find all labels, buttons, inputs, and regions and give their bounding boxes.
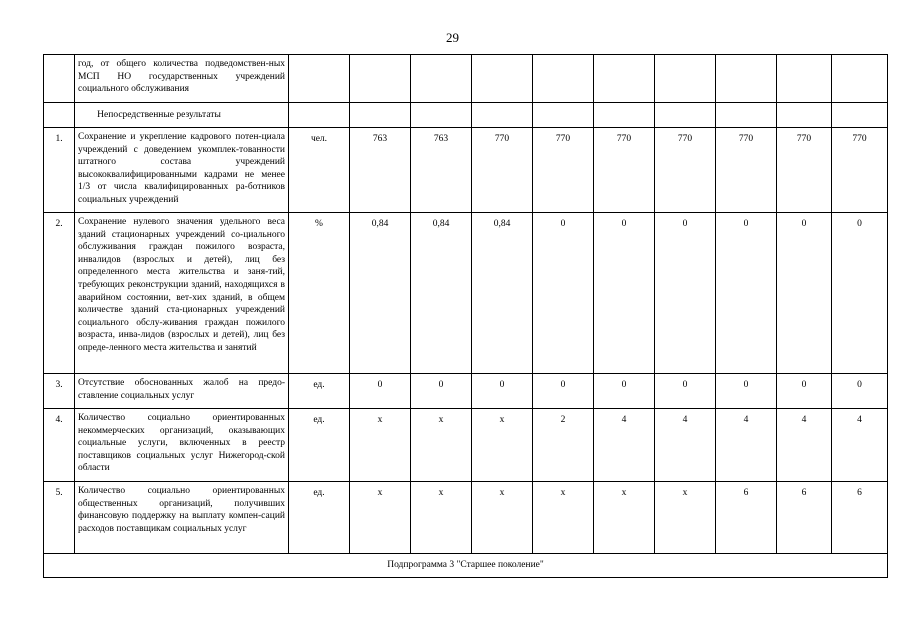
table-row: [44, 374, 888, 409]
row-value: 0: [533, 213, 594, 374]
row-unit: ед.: [289, 409, 350, 482]
row-value: 763: [350, 128, 411, 213]
row-value: x: [411, 409, 472, 482]
row-value: 0: [411, 374, 472, 409]
row-value: 0: [777, 374, 832, 409]
continuation-row: [44, 55, 888, 103]
continuation-text: год, от общего количества подведомствен-ных МСП НО государственных учреждений социального обслуживания: [75, 55, 289, 103]
unit-cell: [289, 55, 350, 103]
row-value: 770: [832, 128, 888, 213]
page-number: 29: [446, 30, 459, 45]
row-value: 770: [594, 128, 655, 213]
section-heading: Непосредственные результаты: [75, 103, 289, 128]
row-value: 0: [594, 374, 655, 409]
row-number: 1.: [44, 128, 75, 213]
table-row: [44, 482, 888, 554]
row-unit: ед.: [289, 482, 350, 554]
row-description: Количество социально ориентированных общественных организаций, получивших финансовую поддержку на выплату компен-саций расходов поставщикам социальных услуг: [75, 482, 289, 554]
row-value: 0: [472, 374, 533, 409]
row-description: Отсутствие обоснованных жалоб на предо-ставление социальных услуг: [75, 374, 289, 409]
indicators-table: [43, 54, 888, 578]
row-value: 0: [533, 374, 594, 409]
row-value: x: [655, 482, 716, 554]
row-value: 0: [777, 213, 832, 374]
row-value: 770: [777, 128, 832, 213]
row-value: 0: [350, 374, 411, 409]
row-description: Сохранение и укрепление кадрового потен-циала учреждений с доведением укомплек-тованности штатного состава учреждений высококвалифицированными кадрами не менее 1/3 от числа квалифицированных ра-ботников социальных учреждений: [75, 128, 289, 213]
table-row: [44, 409, 888, 482]
row-unit: %: [289, 213, 350, 374]
row-value: x: [411, 482, 472, 554]
row-value: 763: [411, 128, 472, 213]
row-number: 2.: [44, 213, 75, 374]
row-value: 4: [594, 409, 655, 482]
row-value: 6: [777, 482, 832, 554]
subprogram-row: [44, 554, 888, 578]
row-description: Сохранение нулевого значения удельного веса зданий стационарных учреждений со-циального обслуживания граждан пожилого возраста, инвалидов (взрослых и детей), лиц без определенного места жительства и заня-тий, требующих реконструкции зданий, находящихся в аварийном состоянии, вет-хих зданий, в общем количестве зданий ста-ционарных учреждений социального обслу-живания граждан пожилого возраста, инва-лидов (взрослых и детей), лиц без опреде-ленного места жительства и занятий: [75, 213, 289, 374]
row-value: 0,84: [350, 213, 411, 374]
row-unit: чел.: [289, 128, 350, 213]
row-value: x: [350, 409, 411, 482]
row-value: 770: [472, 128, 533, 213]
row-value: 4: [777, 409, 832, 482]
row-value: 0: [655, 213, 716, 374]
row-value: 2: [533, 409, 594, 482]
row-value: 4: [655, 409, 716, 482]
row-value: 6: [832, 482, 888, 554]
row-value: 770: [533, 128, 594, 213]
row-value: 4: [716, 409, 777, 482]
row-value: x: [472, 409, 533, 482]
row-value: 4: [832, 409, 888, 482]
row-value: 0: [594, 213, 655, 374]
row-value: x: [533, 482, 594, 554]
row-value: 770: [716, 128, 777, 213]
row-number: 5.: [44, 482, 75, 554]
row-value: 6: [716, 482, 777, 554]
row-value: x: [350, 482, 411, 554]
row-value: 0: [832, 374, 888, 409]
row-value: 0,84: [411, 213, 472, 374]
num-cell: [44, 55, 75, 103]
row-value: x: [594, 482, 655, 554]
row-value: 0: [832, 213, 888, 374]
table-row: [44, 213, 888, 374]
row-number: 4.: [44, 409, 75, 482]
row-unit: ед.: [289, 374, 350, 409]
row-description: Количество социально ориентированных некоммерческих организаций, оказывающих социальные услуги, включенных в реестр поставщиков социальных услуг Нижегород-ской области: [75, 409, 289, 482]
row-value: x: [472, 482, 533, 554]
table-row: [44, 128, 888, 213]
row-value: 0: [655, 374, 716, 409]
row-value: 0,84: [472, 213, 533, 374]
row-number: 3.: [44, 374, 75, 409]
subprogram-heading: Подпрограмма 3 "Старшее поколение": [44, 554, 888, 578]
section-row: [44, 103, 888, 128]
row-value: 0: [716, 213, 777, 374]
row-value: 770: [655, 128, 716, 213]
row-value: 0: [716, 374, 777, 409]
